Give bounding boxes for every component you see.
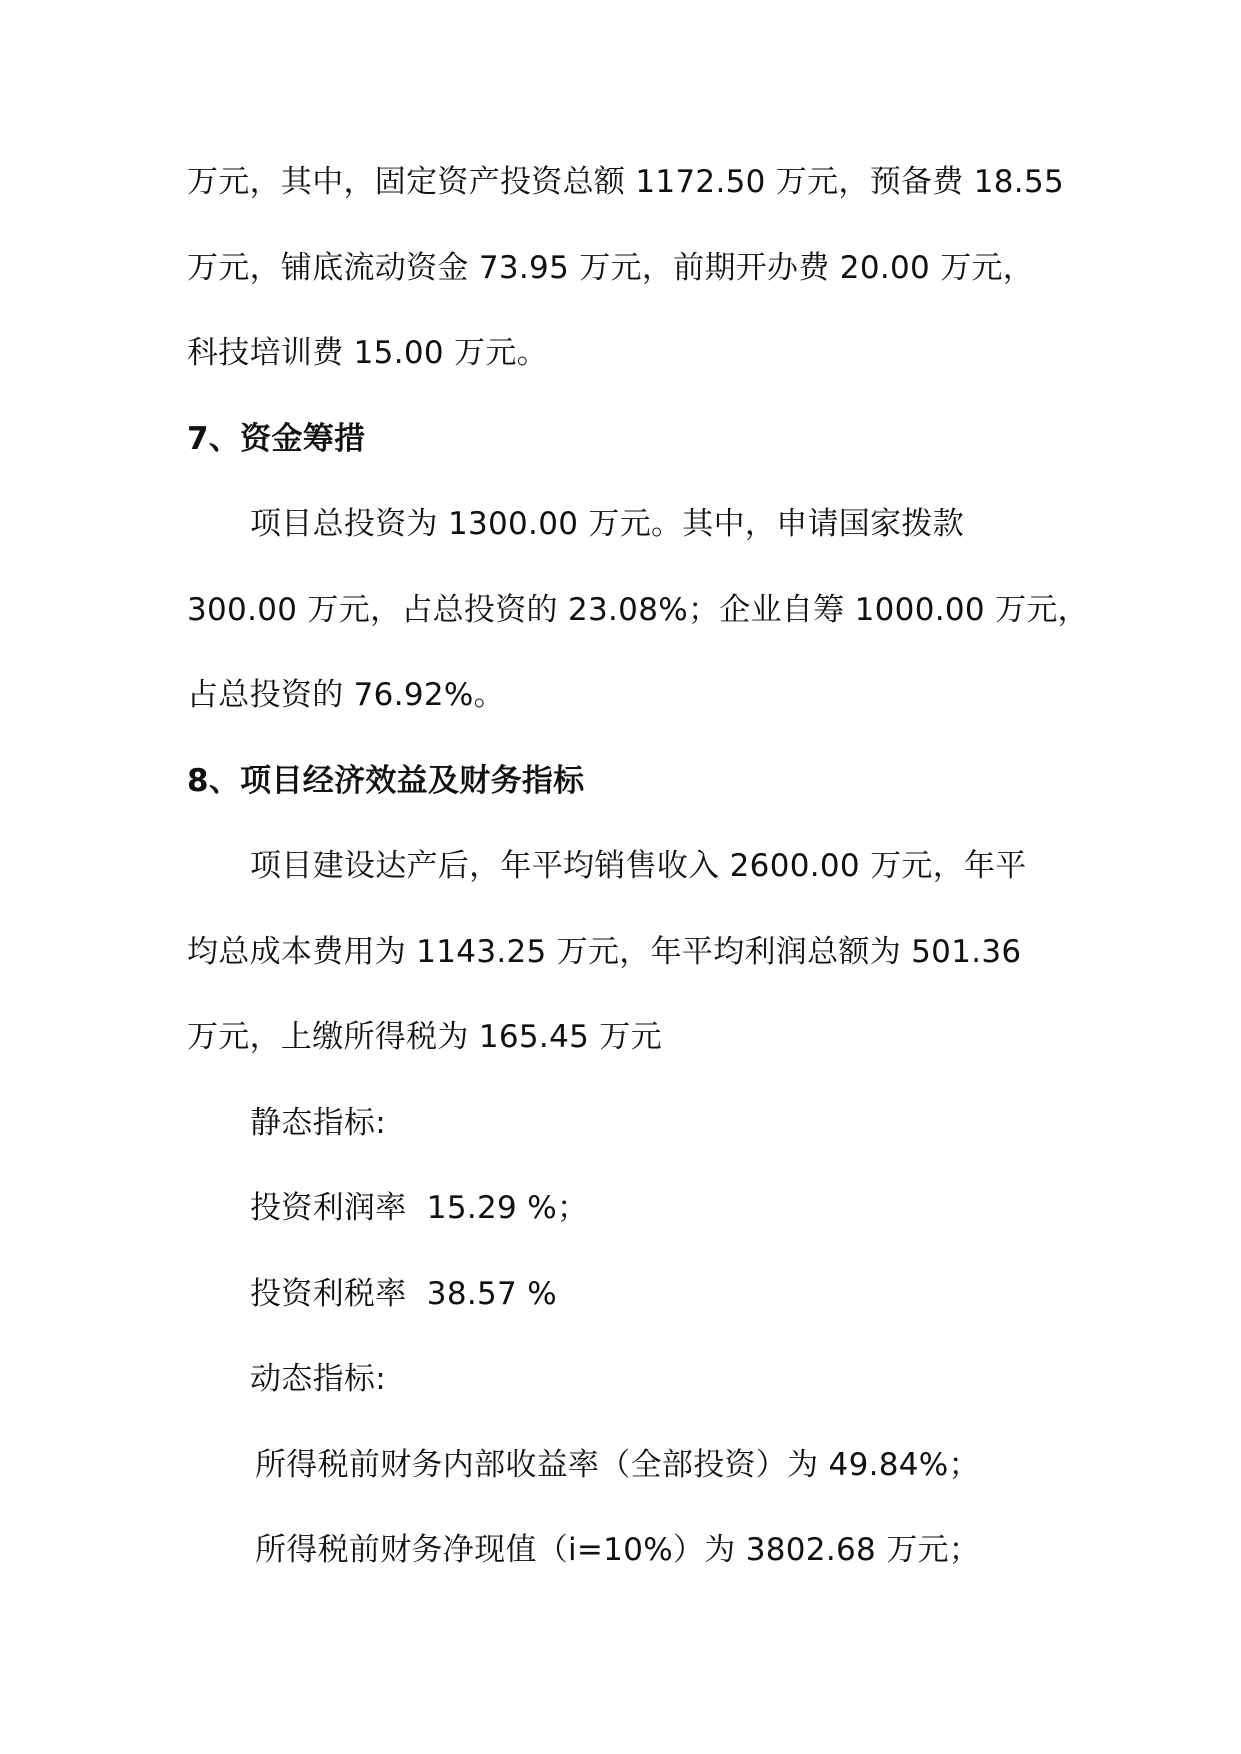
paragraph-line: 万元，铺底流动资金 73.95 万元，前期开办费 20.00 万元，	[187, 250, 1035, 286]
paragraph-line: 万元，上缴所得税为 165.45 万元	[187, 1019, 662, 1055]
indicator-item: 所得税前财务净现值（i=10%）为 3802.68 万元；	[255, 1532, 981, 1568]
paragraph-line: 均总成本费用为 1143.25 万元，年平均利润总额为 501.36	[187, 934, 1022, 970]
paragraph-line: 占总投资的 76.92%。	[187, 677, 505, 713]
indicator-item: 所得税前财务内部收益率（全部投资）为 49.84%；	[255, 1447, 980, 1483]
paragraph-line: 项目建设达产后，年平均销售收入 2600.00 万元，年平	[250, 848, 1027, 884]
indicator-item: 投资利税率 38.57 %	[250, 1276, 557, 1312]
indicator-item: 投资利润率 15.29 %；	[250, 1190, 589, 1226]
paragraph-line: 项目总投资为 1300.00 万元。其中，申请国家拨款	[250, 506, 964, 542]
section-heading-7: 7、资金筹措	[187, 421, 366, 457]
paragraph-line: 300.00 万元，占总投资的 23.08%；企业自筹 1000.00 万元，	[187, 592, 1089, 628]
dynamic-indicators-label: 动态指标:	[250, 1361, 386, 1397]
static-indicators-label: 静态指标:	[250, 1105, 386, 1141]
paragraph-line: 万元，其中，固定资产投资总额 1172.50 万元，预备费 18.55	[187, 164, 1064, 200]
paragraph-line: 科技培训费 15.00 万元。	[187, 335, 548, 371]
section-heading-8: 8、项目经济效益及财务指标	[187, 763, 585, 799]
